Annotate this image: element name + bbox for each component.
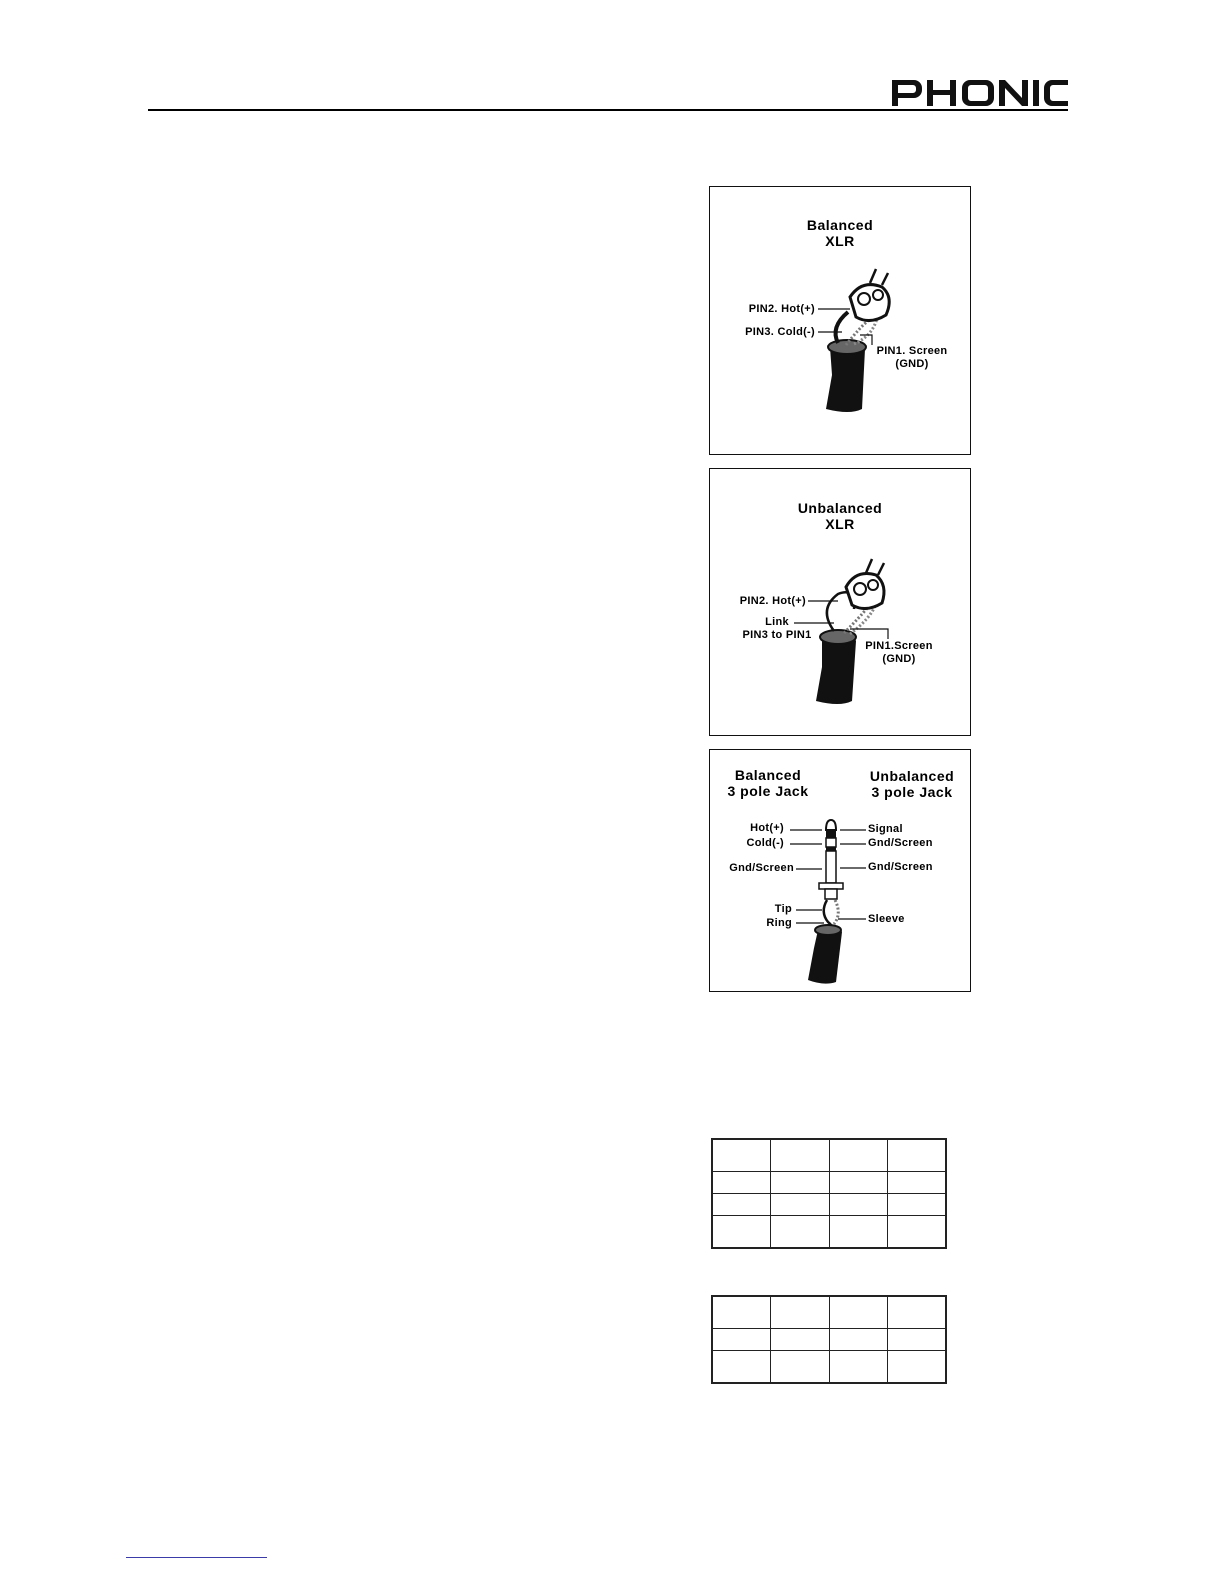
label-gnd-screen-right-2: Gnd/Screen bbox=[868, 861, 933, 873]
label-hot: Hot(+) bbox=[750, 822, 784, 834]
footer-link-underline[interactable] bbox=[126, 1557, 267, 1558]
table-cell bbox=[712, 1139, 771, 1172]
table-cell bbox=[888, 1172, 947, 1194]
table-cell bbox=[888, 1350, 947, 1383]
phonic-logo bbox=[892, 80, 1068, 106]
diagram-title: Unbalanced XLR bbox=[797, 500, 883, 532]
table-row bbox=[712, 1139, 946, 1172]
table-cell bbox=[771, 1296, 830, 1329]
table-cell bbox=[771, 1350, 830, 1383]
jack-diagram bbox=[709, 749, 971, 992]
table-cell bbox=[771, 1193, 830, 1215]
table-cell bbox=[888, 1215, 947, 1248]
label-gnd-screen-right-1: Gnd/Screen bbox=[868, 837, 933, 849]
table-cell bbox=[712, 1172, 771, 1194]
label-sleeve: Sleeve bbox=[868, 913, 905, 925]
table-cell bbox=[712, 1329, 771, 1351]
table-cell bbox=[712, 1193, 771, 1215]
table-cell bbox=[712, 1296, 771, 1329]
table-row bbox=[712, 1193, 946, 1215]
label-gnd-screen-left: Gnd/Screen bbox=[729, 862, 794, 874]
label-ring: Ring bbox=[766, 917, 792, 929]
table-2 bbox=[711, 1295, 947, 1384]
label-pin2-hot: PIN2. Hot(+) bbox=[739, 595, 806, 607]
table-1 bbox=[711, 1138, 947, 1249]
label-signal: Signal bbox=[868, 823, 903, 835]
table-cell bbox=[829, 1193, 888, 1215]
table-2-body bbox=[712, 1296, 946, 1383]
label-tip: Tip bbox=[774, 903, 792, 915]
table-1-body bbox=[712, 1139, 946, 1248]
table-cell bbox=[829, 1329, 888, 1351]
table-row bbox=[712, 1296, 946, 1329]
label-pin1-screen: PIN1. Screen (GND) bbox=[876, 345, 948, 370]
header-rule bbox=[148, 109, 1068, 111]
table-row bbox=[712, 1215, 946, 1248]
table-cell bbox=[771, 1329, 830, 1351]
table-cell bbox=[712, 1350, 771, 1383]
unbalanced-xlr-diagram bbox=[709, 468, 971, 736]
table-cell bbox=[829, 1296, 888, 1329]
table-cell bbox=[888, 1193, 947, 1215]
table-row bbox=[712, 1350, 946, 1383]
table-row bbox=[712, 1172, 946, 1194]
diagram-title-balanced-jack: Balanced 3 pole Jack bbox=[727, 767, 809, 799]
table-cell bbox=[712, 1215, 771, 1248]
table-cell bbox=[829, 1139, 888, 1172]
table-cell bbox=[888, 1139, 947, 1172]
table-cell bbox=[829, 1172, 888, 1194]
table-cell bbox=[829, 1215, 888, 1248]
table-cell bbox=[888, 1296, 947, 1329]
balanced-xlr-diagram bbox=[709, 186, 971, 455]
label-pin2-hot: PIN2. Hot(+) bbox=[748, 303, 815, 315]
label-cold: Cold(-) bbox=[746, 837, 784, 849]
table-cell bbox=[829, 1350, 888, 1383]
diagram-title: Balanced XLR bbox=[806, 217, 874, 249]
label-link-pin3-pin1: Link PIN3 to PIN1 bbox=[742, 616, 812, 641]
label-pin3-cold: PIN3. Cold(-) bbox=[745, 326, 815, 338]
table-cell bbox=[771, 1139, 830, 1172]
label-pin1-screen: PIN1.Screen (GND) bbox=[865, 640, 933, 665]
table-cell bbox=[771, 1172, 830, 1194]
table-cell bbox=[888, 1329, 947, 1351]
table-cell bbox=[771, 1215, 830, 1248]
diagram-title-unbalanced-jack: Unbalanced 3 pole Jack bbox=[869, 768, 955, 800]
table-row bbox=[712, 1329, 946, 1351]
